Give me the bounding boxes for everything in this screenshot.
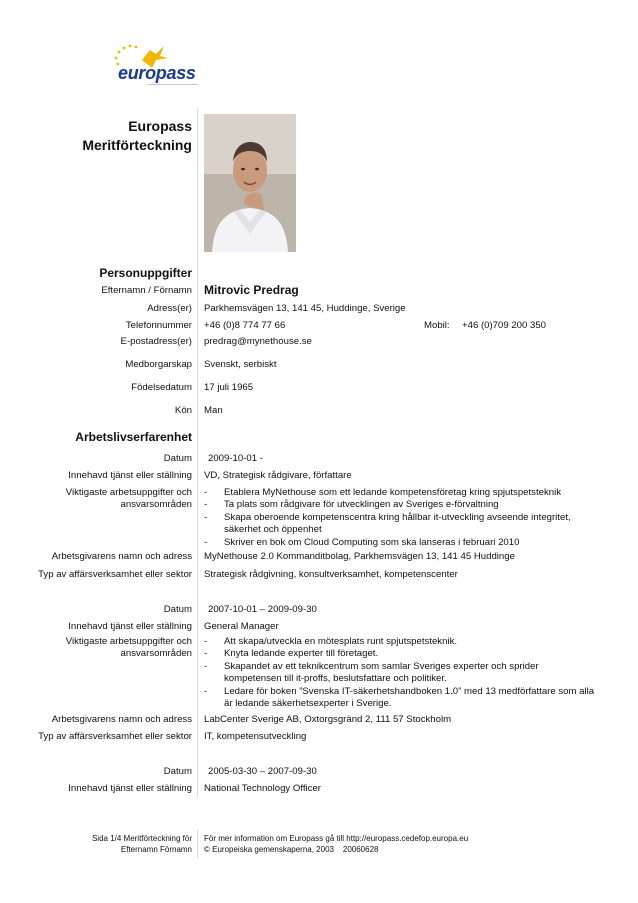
job1-sector: Strategisk rådgivning, konsultverksamhet, kompetenscenter — [204, 569, 458, 580]
job1-employer-label: Arbetsgivarens namn och adress — [51, 551, 192, 562]
job1-position: VD, Strategisk rådgivare, författare — [204, 470, 352, 481]
gender-label: Kön — [174, 405, 192, 416]
document-title — [82, 117, 192, 155]
portrait-image — [204, 114, 296, 252]
footer-page-info — [92, 834, 192, 856]
title-line-2: Meritförteckning — [82, 136, 192, 153]
footer-copyright: © Europeiska gemenskaperna, 2003 20060628 — [204, 844, 379, 854]
personal-heading: Personuppgifter — [99, 266, 192, 280]
job3-date-label: Datum — [163, 766, 192, 777]
job2-duties-list — [204, 636, 596, 711]
citizenship-value: Svenskt, serbiskt — [204, 359, 277, 370]
name-label: Efternamn / Förnamn — [101, 285, 192, 296]
list-item: - Skapandet av ett teknikcentrum som samlar Sveriges experter och sprider kompetensen till it-proffs, beslutsfattare och politiker. — [204, 661, 596, 686]
duties-label-line1: Viktigaste arbetsuppgifter och — [65, 487, 192, 498]
job2-date-label: Datum — [163, 604, 192, 615]
job2-position-label: Innehavd tjänst eller ställning — [68, 621, 192, 632]
job1-duties-label — [66, 487, 192, 512]
footer-link-line[interactable]: För mer information om Europass gå till http://europass.cedefop.europa.eu — [204, 834, 469, 843]
logo-wordmark: europass — [118, 63, 196, 83]
mobile-value: +46 (0)709 200 350 — [462, 320, 547, 331]
footer-left-line2: Efternamn Förnamn — [120, 844, 192, 854]
job2-sector-label: Typ av affärsverksamhet eller sektor — [38, 731, 192, 742]
duties-label-line2: ansvarsområden — [120, 648, 192, 660]
job2-duties-label — [66, 636, 192, 661]
gender-value: Man — [204, 405, 223, 416]
address-value: Parkhemsvägen 13, 141 45, Huddinge, Sverige — [204, 303, 406, 314]
job3-date: 2005-03-30 – 2007-09-30 — [208, 766, 317, 777]
phone-label: Telefonnummer — [125, 320, 192, 331]
job3-position-label: Innehavd tjänst eller ställning — [68, 783, 192, 794]
email-value[interactable]: predrag@mynethouse.se — [204, 336, 312, 347]
list-item: - Knyta ledande experter till företaget. — [204, 648, 596, 660]
column-divider — [197, 108, 198, 798]
work-heading: Arbetslivserfarenhet — [75, 430, 192, 444]
list-item: - Ta plats som rådgivare för utvecklingen av Sveriges e-förvaltning — [204, 499, 600, 511]
duties-label-line2: ansvarsområden — [120, 499, 192, 511]
job1-date: 2009-10-01 - — [208, 453, 263, 464]
email-label: E-postadress(er) — [120, 336, 192, 347]
job2-date: 2007-10-01 – 2009-09-30 — [208, 604, 317, 615]
job2-employer-label: Arbetsgivarens namn och adress — [51, 714, 192, 725]
job1-duties-list — [204, 487, 600, 549]
footer-info — [204, 834, 468, 856]
citizenship-label: Medborgarskap — [125, 359, 192, 370]
job2-employer: LabCenter Sverige AB, Oxtorgsgränd 2, 111 57 Stockholm — [204, 714, 452, 725]
logo-underline — [148, 84, 198, 85]
job1-position-label: Innehavd tjänst eller ställning — [68, 470, 192, 481]
list-item: - Skriver en bok om Cloud Computing som ska lanseras i februari 2010 — [204, 537, 600, 549]
job2-position: General Manager — [204, 621, 279, 632]
address-label: Adress(er) — [147, 303, 192, 314]
list-item: - Skapa oberoende kompetenscentra kring hållbar it-utveckling avseende integritet, säkerhet och öppenhet — [204, 512, 600, 537]
job3-position: National Technology Officer — [204, 783, 321, 794]
list-item: - Ledare för boken ”Svenska IT-säkerhetshandboken 1.0” med 13 medförfattare som alla är ledande säkerhetsexperter i Sverige. — [204, 686, 596, 711]
phone-value: +46 (0)8 774 77 66 — [204, 320, 286, 331]
footer-left-line1: Sida 1/4 Meritförteckning för — [91, 834, 192, 843]
profile-photo — [204, 114, 296, 252]
title-line-1: Europass — [128, 118, 192, 134]
job1-date-label: Datum — [163, 453, 192, 464]
job1-sector-label: Typ av affärsverksamhet eller sektor — [38, 569, 192, 580]
footer-divider — [197, 830, 198, 858]
birthdate-value: 17 juli 1965 — [204, 382, 254, 393]
mobile-label: Mobil: — [424, 320, 450, 331]
birthdate-label: Födelsedatum — [131, 382, 192, 393]
list-item: - Etablera MyNethouse som ett ledande kompetensföretag kring spjutspetsteknik — [204, 487, 600, 499]
duties-label-line1: Viktigaste arbetsuppgifter och — [65, 636, 192, 647]
name-value: Mitrovic Predrag — [204, 283, 299, 297]
list-item: - Att skapa/utveckla en mötesplats runt spjutspetsteknik. — [204, 636, 596, 648]
job2-sector: IT, kompetensutveckling — [204, 731, 307, 742]
europass-logo — [108, 42, 208, 90]
job1-employer: MyNethouse 2.0 Kommanditbolag, Parkhemsvägen 13, 141 45 Huddinge — [204, 551, 515, 562]
